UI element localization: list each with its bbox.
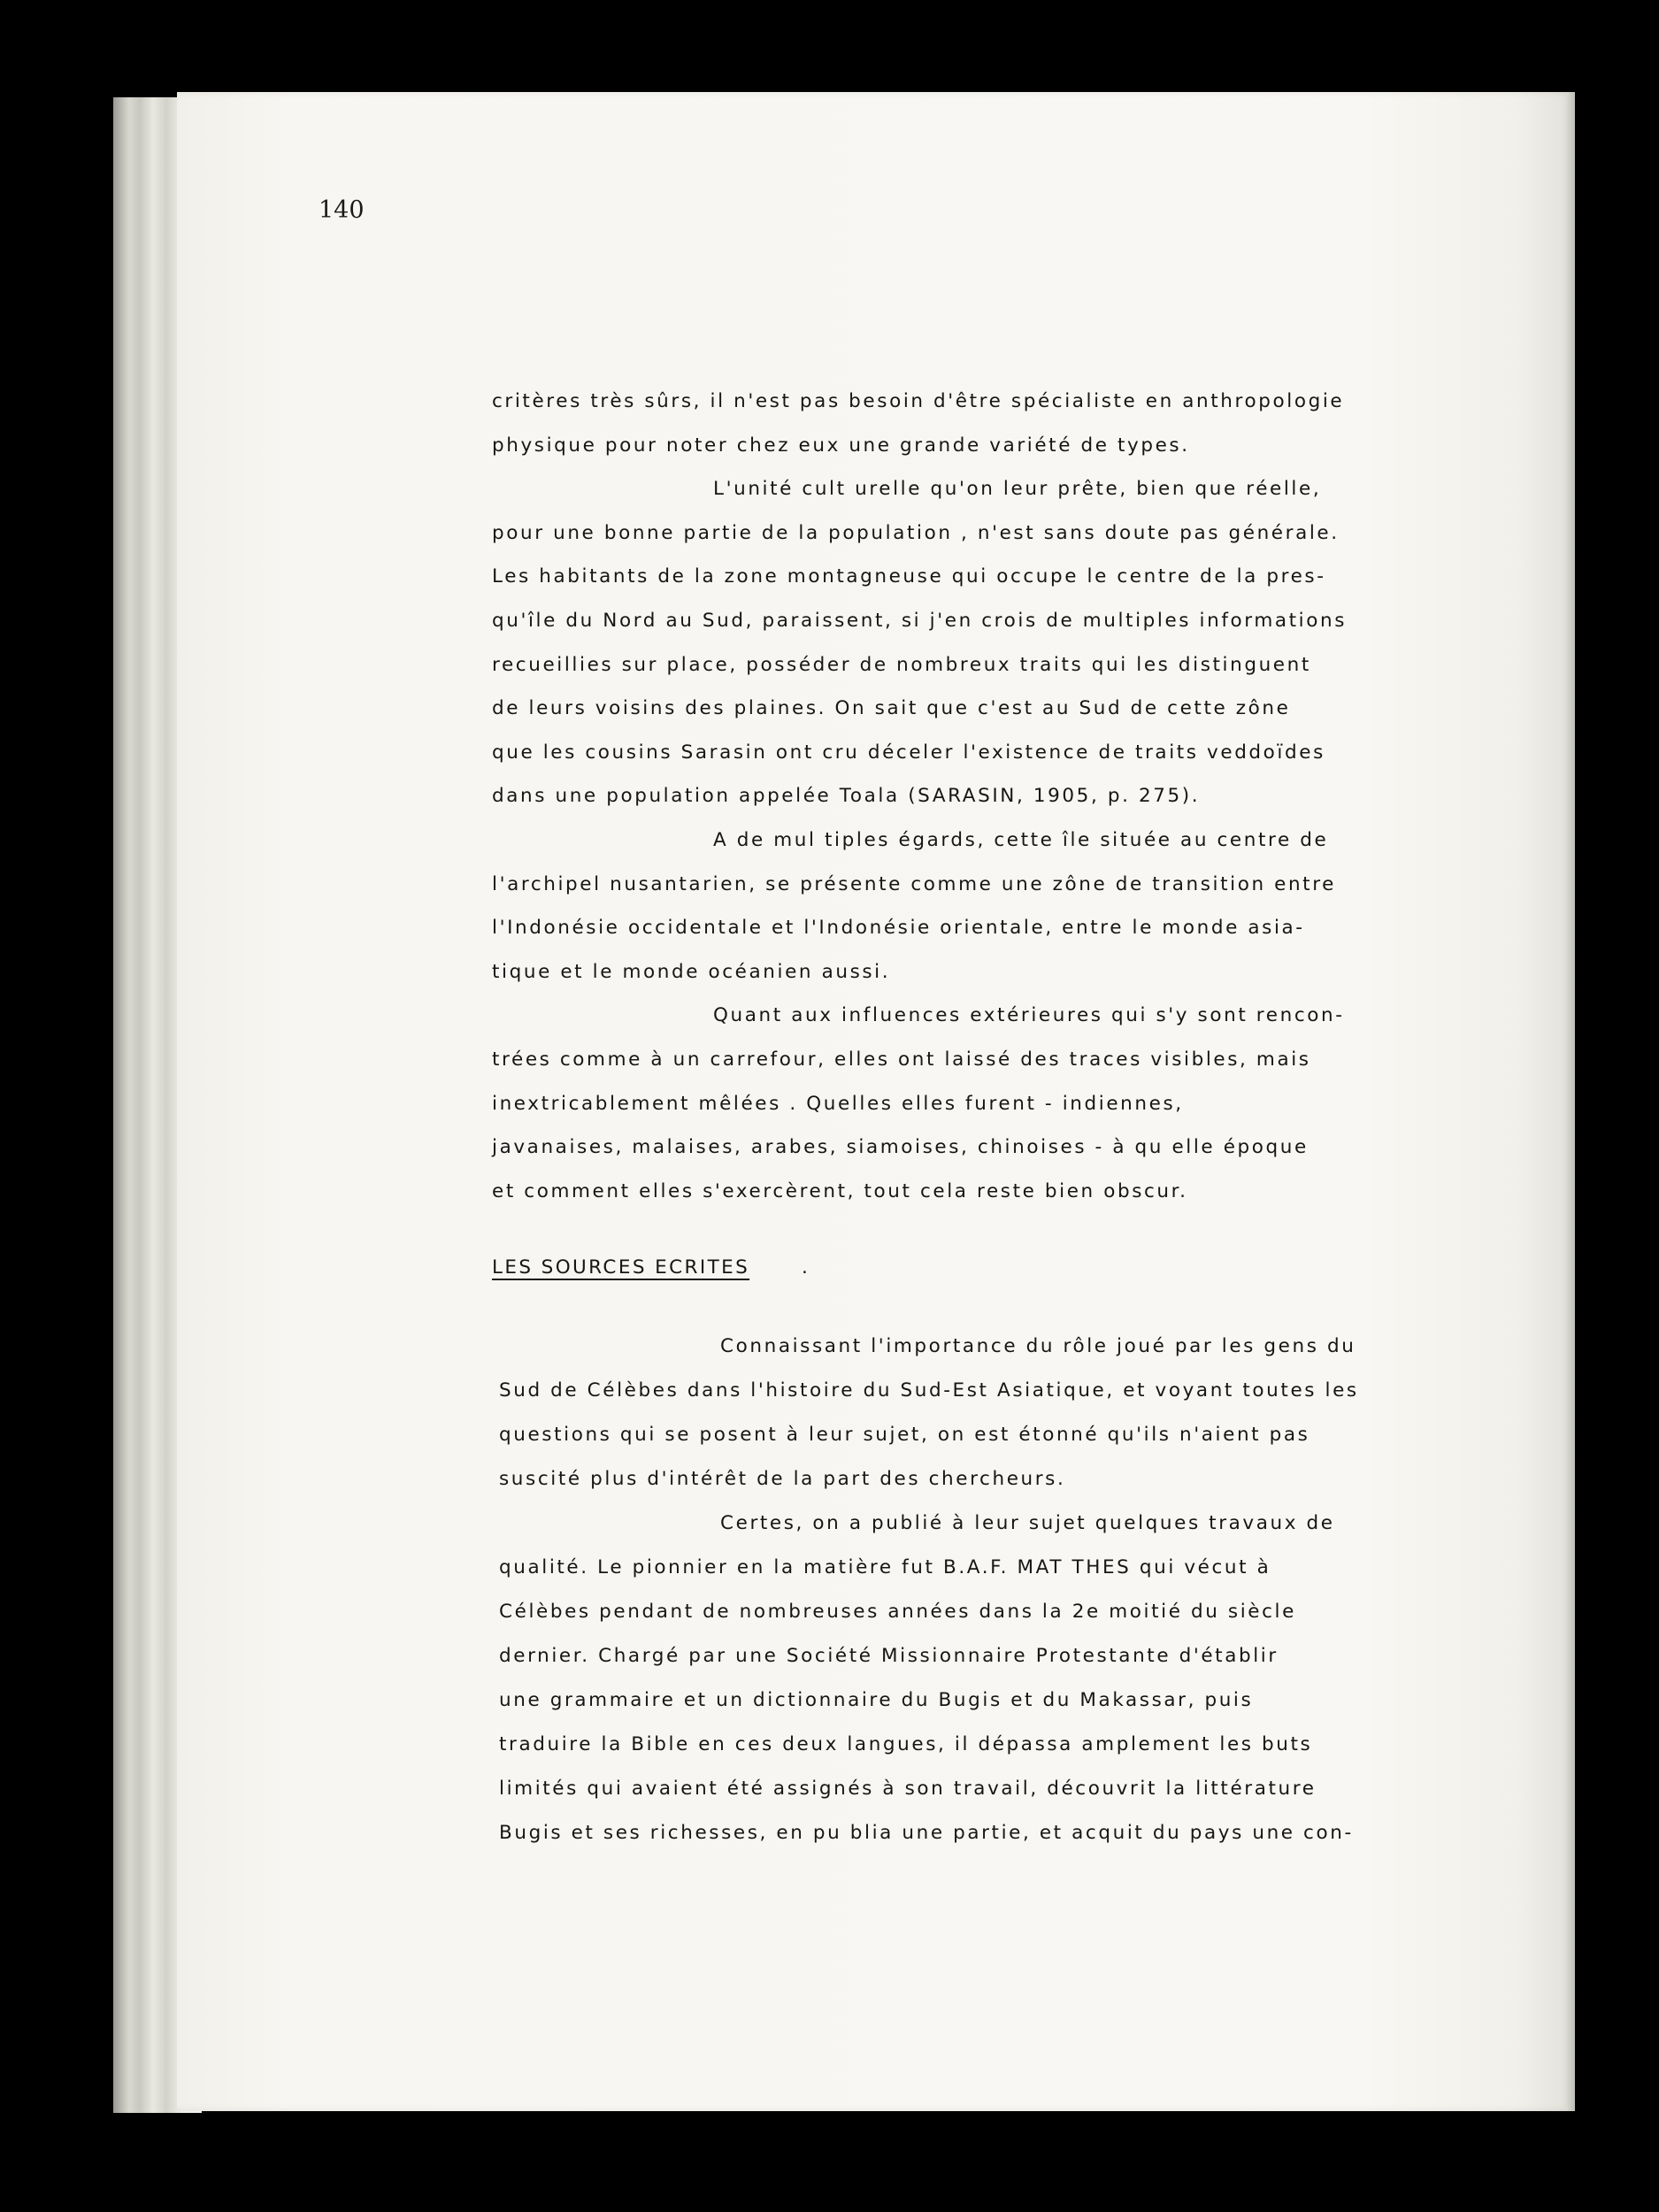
text-line: dans une population appelée Toala (SARASIN, 1905, p. 275). (492, 785, 1201, 808)
text-line: qu'île du Nord au Sud, paraissent, si j'en crois de multiples informations (492, 609, 1348, 632)
text-line: limités qui avaient été assignés à son travail, découvrit la littérature (499, 1778, 1317, 1800)
text-line: et comment elles s'exercèrent, tout cela reste bien obscur. (492, 1179, 1188, 1202)
text-line: dernier. Chargé par une Société Missionnaire Protestante d'établir (499, 1645, 1279, 1667)
text-line: qualité. Le pionnier en la matière fut B.A.F. MAT THES qui vécut à (499, 1556, 1271, 1578)
text-line: Connaissant l'importance du rôle joué par les gens du (720, 1335, 1356, 1357)
section-heading: LES SOURCES ECRITES (492, 1256, 750, 1279)
text-line: l'Indonésie occidentale et l'Indonésie orientale, entre le monde asia- (492, 917, 1305, 940)
text-line: recueillies sur place, posséder de nombreux traits qui les distinguent (492, 653, 1311, 676)
text-line: Certes, on a publié à leur sujet quelques travaux de (720, 1512, 1335, 1534)
text-line: tique et le monde océanien aussi. (492, 960, 891, 983)
text-line: A de mul tiples égards, cette île située au centre de (713, 828, 1329, 851)
text-line: trées comme à un carrefour, elles ont laissé des traces visibles, mais (492, 1048, 1311, 1071)
text-line: L'unité cult urelle qu'on leur prête, bien que réelle, (713, 478, 1322, 501)
text-line: l'archipel nusantarien, se présente comme une zône de transition entre (492, 872, 1336, 895)
text-line: questions qui se posent à leur sujet, on est étonné qu'ils n'aient pas (499, 1424, 1310, 1446)
body-text-bottom (499, 1325, 1359, 1855)
text-line: inextricablement mêlées . Quelles elles furent - indiennes, (492, 1092, 1184, 1115)
text-line: de leurs voisins des plaines. On sait que c'est au Sud de cette zône (492, 697, 1291, 720)
text-line: Bugis et ses richesses, en pu blia une partie, et acquit du pays une con- (499, 1822, 1354, 1844)
page-number: 140 (319, 196, 365, 224)
body-text-top (492, 380, 1347, 1213)
text-line: critères très sûrs, il n'est pas besoin d'être spécialiste en anthropologie (492, 390, 1345, 412)
text-line: traduire la Bible en ces deux langues, il dépassa amplement les buts (499, 1733, 1313, 1755)
text-line: Quant aux influences extérieures qui s'y sont rencon- (713, 1004, 1345, 1027)
text-line: Sud de Célèbes dans l'histoire du Sud-Est Asiatique, et voyant toutes les (499, 1379, 1359, 1402)
text-line: suscité plus d'intérêt de la part des chercheurs. (499, 1468, 1066, 1490)
text-line: physique pour noter chez eux une grande variété de types. (492, 434, 1190, 457)
text-line: pour une bonne partie de la population , n'est sans doute pas générale. (492, 521, 1340, 544)
text-line: une grammaire et un dictionnaire du Bugis et du Makassar, puis (499, 1689, 1254, 1711)
text-line: javanaises, malaises, arabes, siamoises, chinoises - à qu elle époque (492, 1136, 1309, 1159)
page-right-shadow (1566, 92, 1575, 2111)
text-line: Célèbes pendant de nombreuses années dans la 2e moitié du siècle (499, 1601, 1296, 1623)
text-line: Les habitants de la zone montagneuse qui occupe le centre de la pres- (492, 565, 1326, 588)
section-heading-punct: . (802, 1256, 808, 1279)
text-line: que les cousins Sarasin ont cru déceler l'existence de traits veddoïdes (492, 741, 1325, 764)
